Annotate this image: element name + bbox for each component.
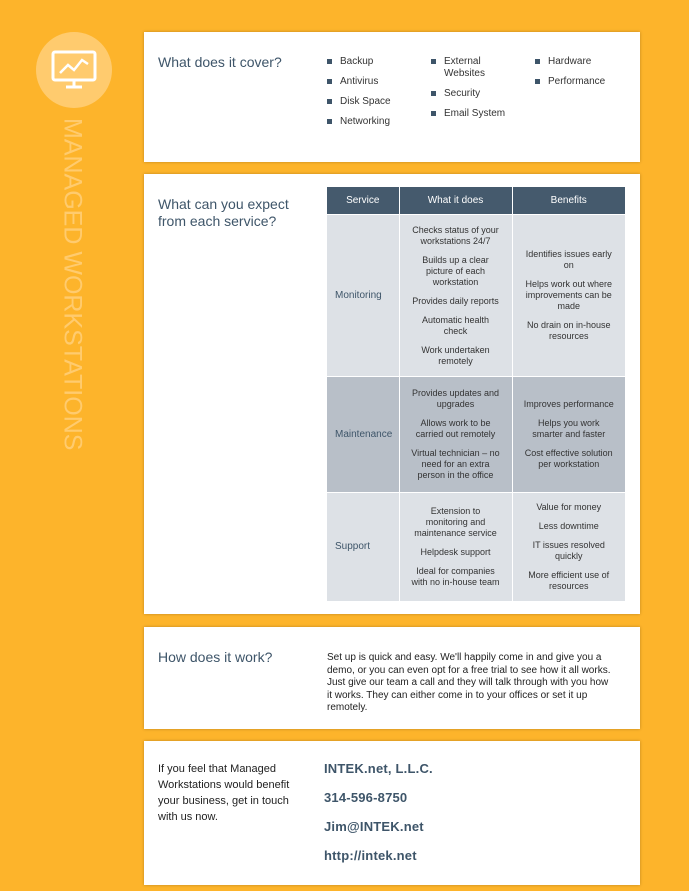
list-item bbox=[327, 56, 427, 68]
what-it-does-cell bbox=[399, 215, 512, 377]
list-item bbox=[327, 116, 427, 128]
contact-intro: If you feel that Managed Workstations would benefit your business, get in touch with us now. bbox=[158, 763, 290, 823]
list-item bbox=[431, 88, 531, 100]
coverage-column bbox=[431, 56, 531, 128]
table-row bbox=[327, 377, 625, 493]
bullet-icon bbox=[327, 119, 332, 124]
how-text: Set up is quick and easy. We'll happily come in and give you a demo, or you can even opt for a free trial to see how it all works. Just give our team a call and they will talk through with you how it works. They can either come in to your offices or set it up remotely. bbox=[327, 652, 611, 713]
phone-number[interactable]: 314-596-8750 bbox=[324, 790, 408, 805]
coverage-column bbox=[327, 56, 427, 136]
list-item bbox=[535, 76, 635, 88]
monitor-chart-icon bbox=[36, 32, 112, 108]
bullet-icon bbox=[327, 79, 332, 84]
bullet-icon bbox=[431, 59, 436, 64]
coverage-column bbox=[535, 56, 635, 96]
benefits-cell bbox=[512, 215, 625, 377]
cell-line: Virtual technician – no need for an extra person in the office bbox=[411, 448, 500, 480]
what-it-does-cell bbox=[399, 493, 512, 601]
cell-line: Builds up a clear picture of each workstation bbox=[422, 254, 489, 287]
cell-line: Extension to monitoring and maintenance service bbox=[414, 505, 497, 538]
service-name: Support bbox=[327, 493, 399, 601]
service-name: Maintenance bbox=[327, 377, 399, 493]
table-header-row bbox=[327, 187, 625, 215]
list-item-label: Hardware bbox=[548, 56, 592, 67]
list-item bbox=[535, 56, 635, 68]
website-link[interactable]: http://intek.net bbox=[324, 848, 417, 863]
table-row bbox=[327, 215, 625, 377]
bullet-icon bbox=[431, 91, 436, 96]
bullet-icon bbox=[535, 79, 540, 84]
how-card bbox=[144, 627, 640, 729]
list-item-label: Security bbox=[444, 88, 481, 99]
cell-line: Improves performance bbox=[523, 399, 614, 409]
list-item-label: Performance bbox=[548, 76, 606, 87]
header-benefits: Benefits bbox=[512, 187, 625, 215]
cell-line: No drain on in-house resources bbox=[526, 320, 611, 341]
bullet-icon bbox=[535, 59, 540, 64]
cell-line: More efficient use of resources bbox=[528, 569, 610, 591]
list-item-label: Networking bbox=[340, 116, 391, 127]
services-card bbox=[144, 174, 640, 614]
coverage-title: What does it cover? bbox=[158, 54, 282, 70]
list-item-label: Antivirus bbox=[340, 76, 379, 87]
header-service: Service bbox=[327, 187, 399, 215]
bullet-icon bbox=[327, 99, 332, 104]
cell-line: Checks status of your workstations 24/7 bbox=[412, 224, 499, 246]
list-item-label: Backup bbox=[340, 56, 374, 67]
company-name: INTEK.net, L.L.C. bbox=[324, 761, 433, 776]
cell-line: Helps work out where improvements can be made bbox=[525, 279, 613, 311]
list-item bbox=[327, 76, 427, 88]
cell-line: Identifies issues early on bbox=[525, 249, 612, 270]
cell-line: IT issues resolved quickly bbox=[532, 539, 605, 561]
cell-line: Cost effective solution per workstation bbox=[524, 448, 613, 469]
cell-line: Less downtime bbox=[538, 520, 599, 531]
table-row bbox=[327, 493, 625, 601]
cell-line: Automatic health check bbox=[421, 314, 490, 336]
services-title: What can you expect from each service? bbox=[158, 196, 289, 229]
header-what-it-does: What it does bbox=[399, 187, 512, 215]
how-title: How does it work? bbox=[158, 649, 273, 665]
what-it-does-cell bbox=[399, 377, 512, 493]
list-item bbox=[431, 56, 531, 80]
benefits-cell bbox=[512, 493, 625, 601]
services-table bbox=[327, 187, 625, 601]
cell-line: Allows work to be carried out remotely bbox=[415, 418, 496, 439]
cell-line: Helps you work smarter and faster bbox=[532, 418, 606, 439]
cell-line: Value for money bbox=[536, 501, 602, 512]
contact-card bbox=[144, 741, 640, 885]
cell-line: Helpdesk support bbox=[420, 546, 491, 557]
email-link[interactable]: Jim@INTEK.net bbox=[324, 819, 424, 834]
list-item-label: External Websites bbox=[444, 56, 485, 79]
cell-line: Work undertaken remotely bbox=[421, 344, 490, 366]
list-item bbox=[327, 96, 427, 108]
cell-line: Ideal for companies with no in-house team bbox=[411, 565, 500, 587]
list-item-label: Email System bbox=[444, 108, 506, 119]
benefits-cell bbox=[512, 377, 625, 493]
cell-line: Provides updates and upgrades bbox=[411, 388, 500, 409]
service-name: Monitoring bbox=[327, 215, 399, 377]
list-item-label: Disk Space bbox=[340, 96, 391, 107]
vertical-title: MANAGED WORKSTATIONS bbox=[58, 118, 87, 451]
coverage-card bbox=[144, 32, 640, 162]
list-item bbox=[431, 108, 531, 120]
bullet-icon bbox=[431, 111, 436, 116]
cell-line: Provides daily reports bbox=[412, 295, 499, 306]
bullet-icon bbox=[327, 59, 332, 64]
